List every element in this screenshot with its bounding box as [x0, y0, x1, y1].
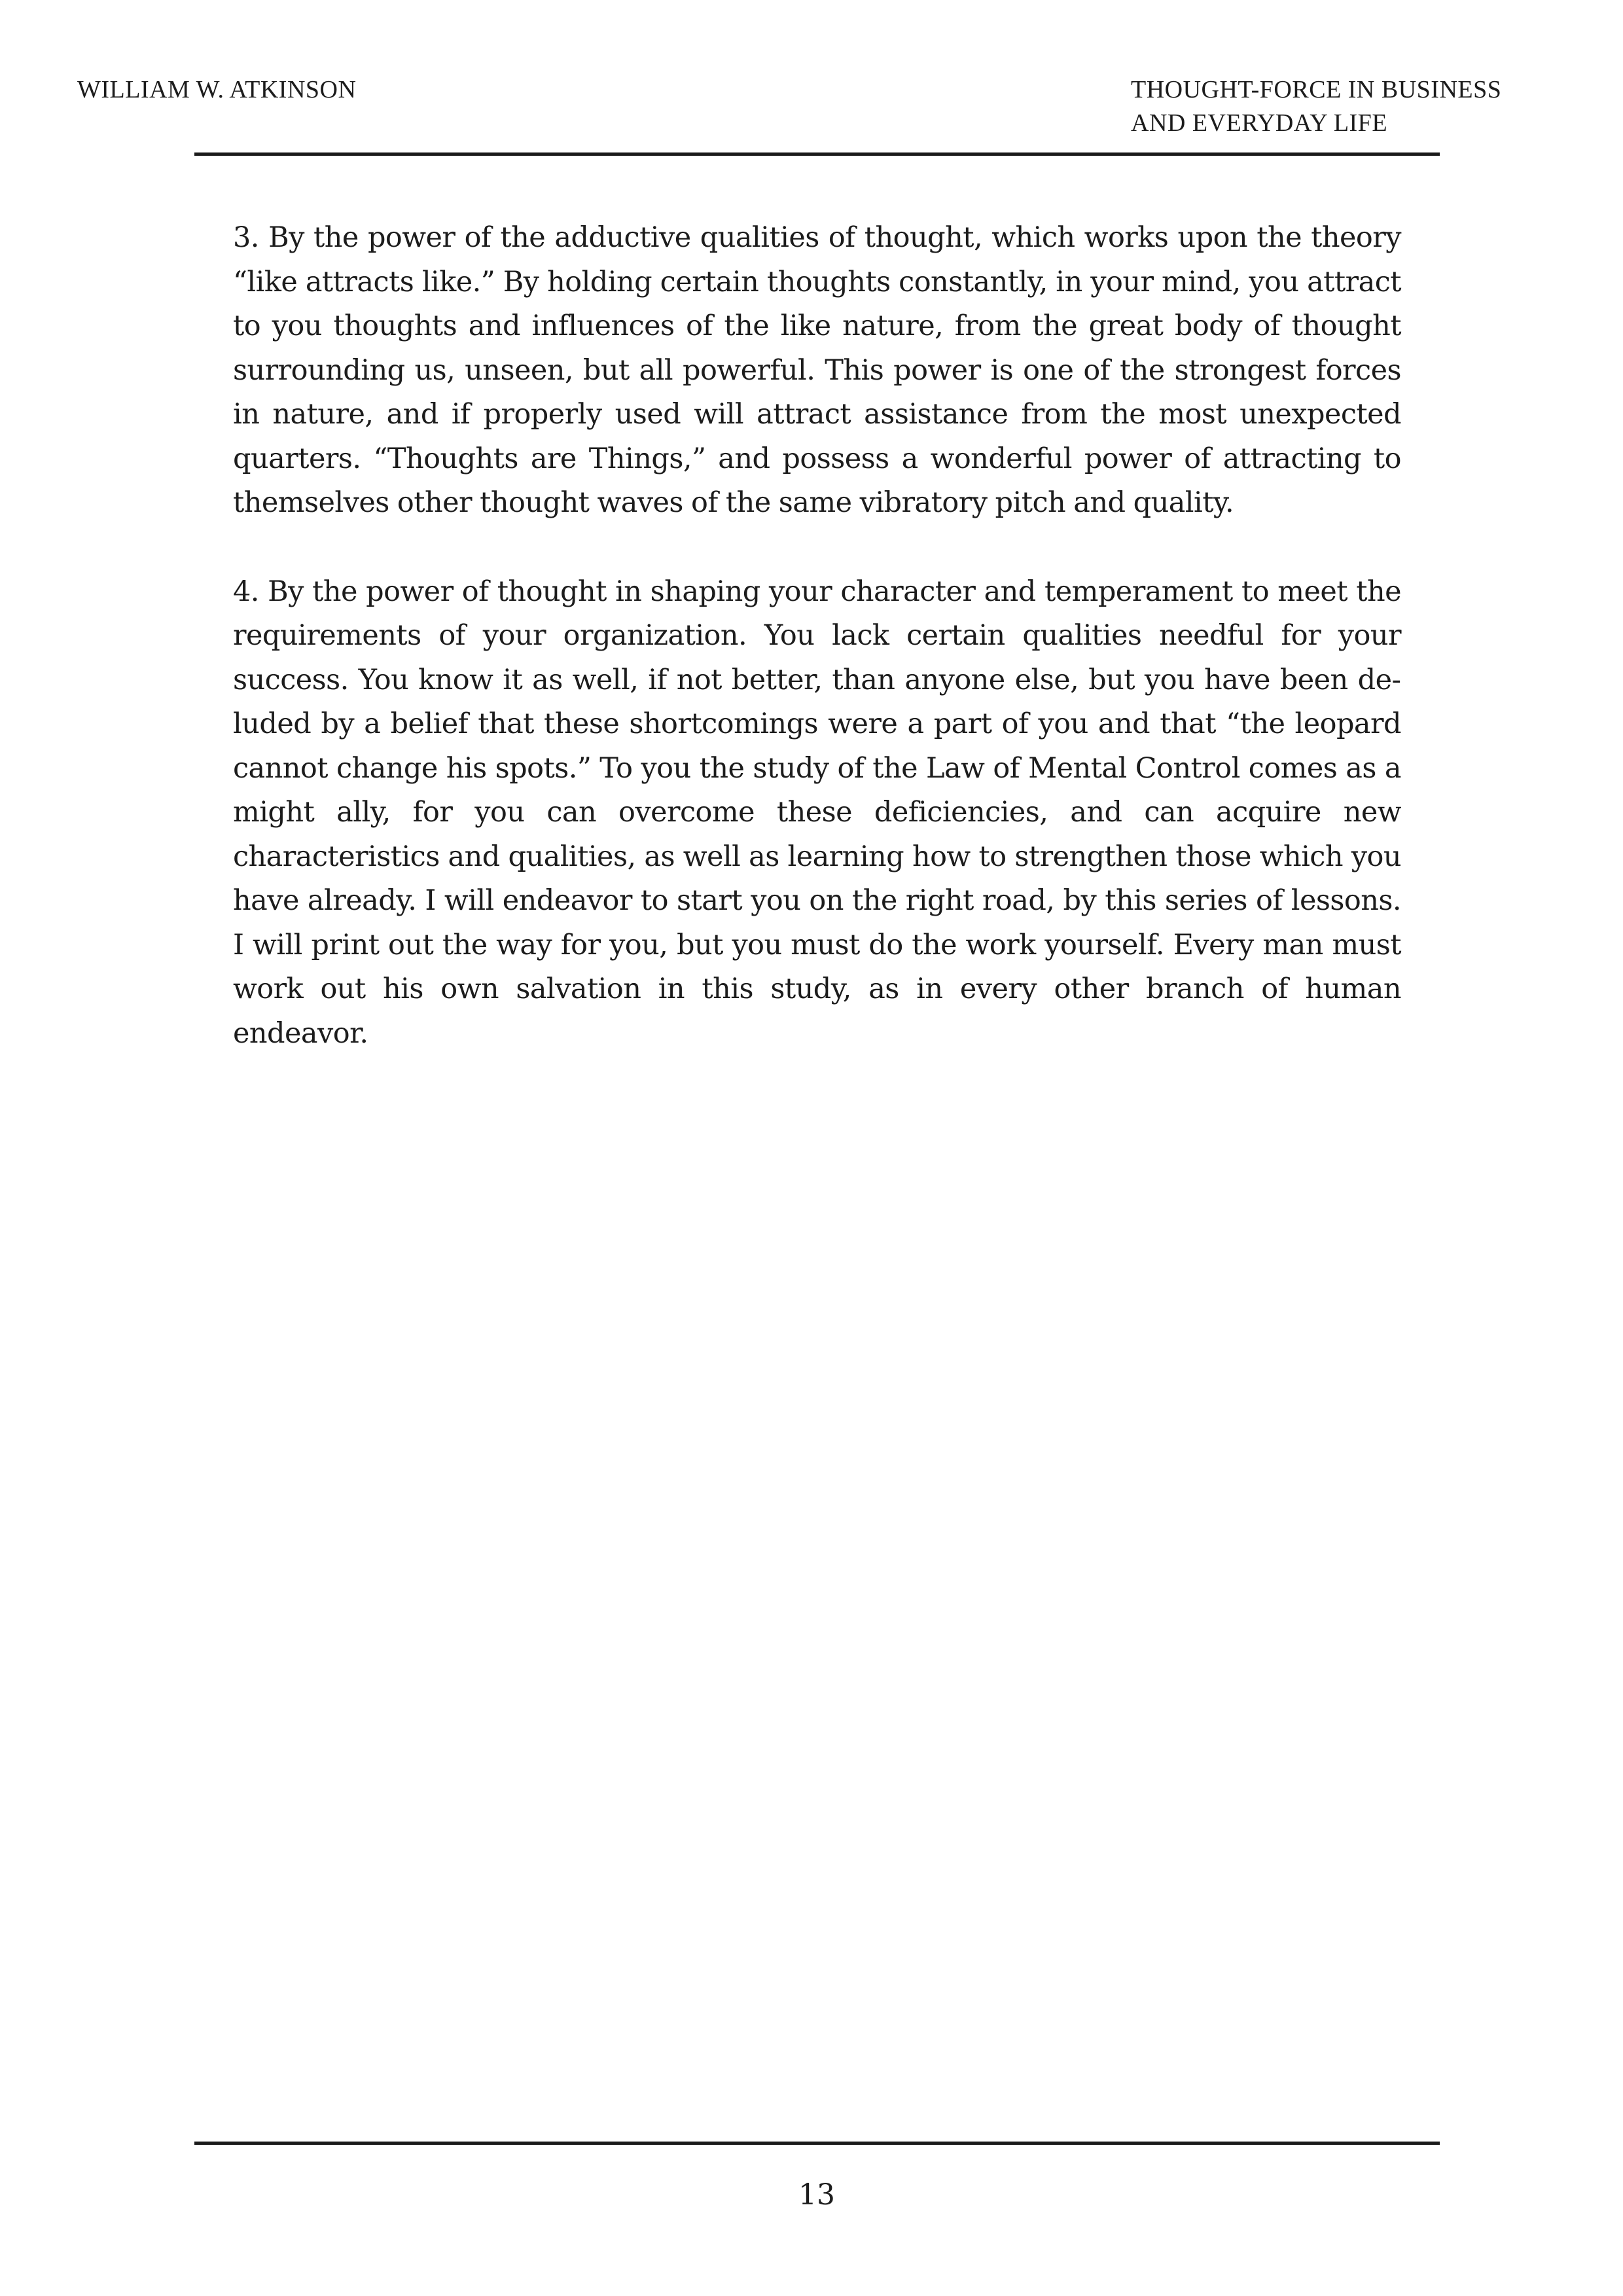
- paragraph-4: 4. By the power of thought in shaping your character and temperament to meet the requirements of your organization. You lack certain qualities needful for your success. You know it as well, if not better, than anyone else, but you have been deluded by a belief that these shortcomings were a part of you and that “the leopard cannot change his spots.” To you the study of the Law of Mental Control comes as a might ally, for you can overcome these deficiencies, and can acquire new characteristics and qualities, as well as learning how to strengthen those which you have already. I will endeavor to start you on the right road, by this series of lessons. I will print out the way for you, but you must do the work yourself. Every man must work out his own salvation in this study, as in every other branch of human endeavor.: [233, 575, 1401, 1050]
- running-header: [0, 0, 1623, 157]
- header-author: WILLIAM W. ATKINSON: [77, 76, 357, 103]
- header-divider: [194, 152, 1440, 156]
- paragraph-3: 3. By the power of the adductive qualities of thought, which works upon the theory “like attracts like.” By holding certain thoughts constantly, in your mind, you attract to you thoughts and influences of the like nature, from the great body of thought surrounding us, unseen, but all powerful. This power is one of the strongest forces in nature, and if properly used will attract assistance from the most unexpected quarters. “Thoughts are Things,” and possess a wonderful power of attracting to themselves other thought waves of the same vibratory pitch and quality.: [233, 221, 1401, 519]
- main-text: [233, 216, 1401, 1100]
- header-book-title: [1131, 73, 1501, 140]
- page-number: 13: [798, 2178, 835, 2212]
- header-title-line-1: THOUGHT-FORCE IN BUSINESS: [1131, 76, 1502, 103]
- header-title-line-2: AND EVERYDAY LIFE: [1131, 109, 1388, 137]
- footer-divider: [194, 2142, 1440, 2145]
